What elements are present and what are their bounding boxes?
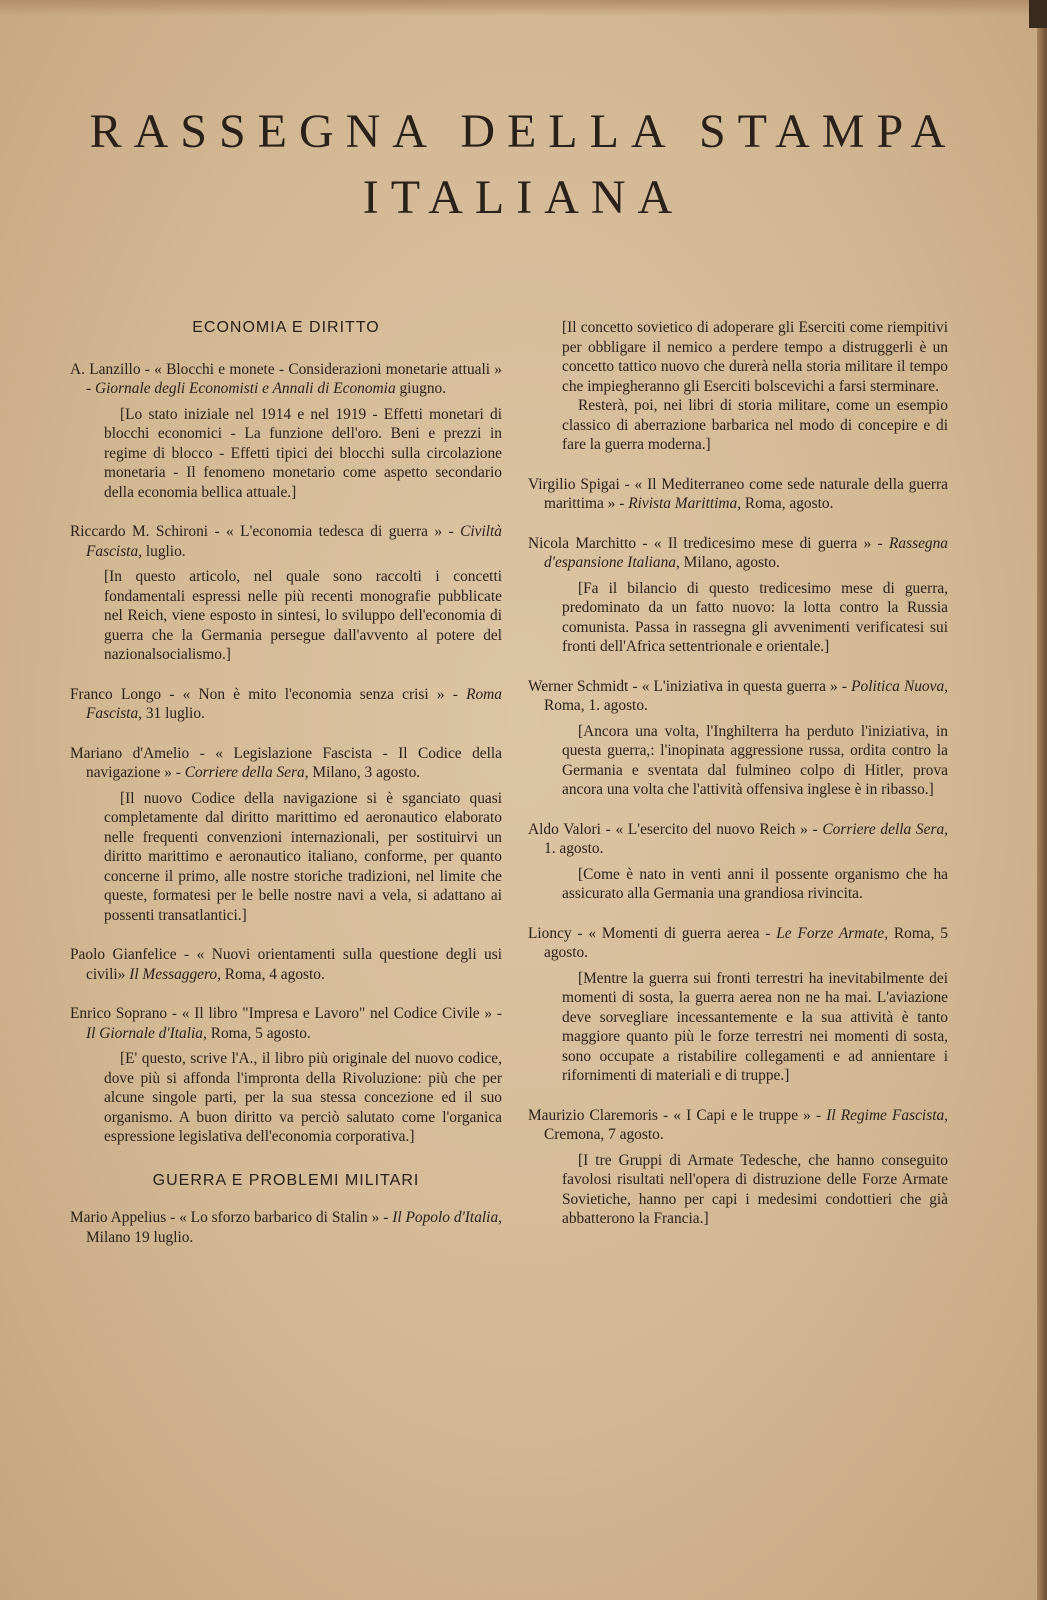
entry-note: [Ancora una volta, l'Inghilterra ha perduto l'iniziativa, in questa guerra,: l'inopinata aggressione russa, ordita contro la Germania e sventata dal fulmineo colpo di Hitler, prova ancora una volta che l'attività offensiva inglese è in ribasso.] [562, 722, 948, 798]
page-corner-shadow [1029, 0, 1047, 28]
press-entry [70, 744, 502, 926]
press-entry [70, 522, 502, 665]
continued-note-paragraph-1: [Il concetto sovietico di adoperare gli Eserciti come riempitivi per obbligare il nemico a perdere tempo a distruggerli è un concetto tattico nuovo che durerà nella storia militare il tempo che impiegheranno gli Eserciti bolscevichi a farsi sterminare. [562, 319, 948, 395]
press-entry [528, 677, 948, 800]
entry-note: [Il nuovo Codice della navigazione si è sganciato quasi completamente dal diritto marittimo ed aeronautico elaborato nelle frequenti convenzioni internazionali, per sostituirvi un diritto marittimo e aeronautico italiano, conforme, per quanto concerne il primo, alle nostre storiche tradizioni, nel limite che queste, formatesi per le belle nostre navi a vela, si adattano ai possenti transatlantici.] [104, 789, 502, 924]
page-title-line-2: ITALIANA [362, 171, 685, 224]
entry-note: [Come è nato in venti anni il possente organismo che ha assicurato alla Germania una grandiosa rivincita. [562, 865, 948, 902]
press-entry [528, 534, 948, 657]
entry-citation: A. Lanzillo - « Blocchi e monete - Considerazioni monetarie attuali » - Giornale degli Economisti e Annali di Economia giugno. [70, 360, 502, 397]
entry-citation: Werner Schmidt - « L'iniziativa in questa guerra » - Politica Nuova, Roma, 1. agosto. [528, 677, 949, 714]
entry-citation: Nicola Marchitto - « Il tredicesimo mese di guerra » - Rassegna d'espansione Italiana, Milano, agosto. [528, 534, 948, 571]
left-column [70, 318, 502, 1267]
entry-citation: Maurizio Claremoris - « I Capi e le truppe » - Il Regime Fascista, Cremona, 7 agosto. [528, 1106, 949, 1143]
page-top-shadow [0, 0, 1047, 16]
press-entry [528, 820, 948, 904]
continued-note-paragraph-2: Resterà, poi, nei libri di storia militare, come un esempio classico di aberrazione barbarica nel modo di concepire e di fare la guerra moderna.] [562, 397, 948, 453]
press-entry [70, 685, 502, 724]
entry-note: [Fa il bilancio di questo tredicesimo mese di guerra, predominato da un fatto nuovo: la lotta contro la Russia comunista. Passa in rassegna gli avvenimenti verificatesi sui fronti dell'Africa settentrionale e orientale.] [562, 579, 948, 655]
entry-citation: Mario Appelius - « Lo sforzo barbarico di Stalin » - Il Popolo d'Italia, Milano 19 luglio. [70, 1209, 502, 1246]
entry-citation: Lioncy - « Momenti di guerra aerea - Le Forze Armate, Roma, 5 agosto. [528, 924, 948, 961]
page-title-line-1: RASSEGNA DELLA STAMPA [89, 105, 958, 158]
press-entry [528, 1106, 948, 1229]
continued-note [528, 318, 948, 455]
press-entry [528, 475, 948, 514]
press-entry [70, 945, 502, 984]
entry-note: [Mentre la guerra sui fronti terrestri ha inevitabilmente dei momenti di sosta, la guerra aerea non ne ha mai. L'aviazione deve sorvegliare incessantemente e la sua attività è tanto maggiore quanto più le forze terrestri nei momenti di sosta, sono occupate a ristabilire collegamenti e ad annientare i rifornimenti di materiali e di truppe.] [562, 969, 948, 1084]
entry-note: [Lo stato iniziale nel 1914 e nel 1919 - Effetti monetari di blocchi economici - La funzione dell'oro. Beni e prezzi in regime di blocco - Effetti tipici dei blocchi sulla circolazione monetaria - Il fenomeno monetario come aspetto secondario della economia bellica attuale.] [104, 405, 502, 501]
entry-note: [I tre Gruppi di Armate Tedesche, che hanno conseguito favolosi risultati nell'opera di distruzione delle Forze Armate Sovietiche, hanno per capi i medesimi condottieri che già abbatterono la Francia.] [562, 1151, 948, 1227]
press-entry [70, 1004, 502, 1147]
entry-note: [E' questo, scrive l'A., il libro più originale del nuovo codice, dove più si affonda l'impronta della Rivoluzione: più che per alcune singole parti, per la sua stessa concezione ed il suo organismo. A buon diritto va perciò salutato come l'organica espressione legislativa dell'economia corporativa.] [104, 1050, 502, 1145]
entry-citation: Enrico Soprano - « Il libro "Impresa e Lavoro" nel Codice Civile » - Il Giornale d'Italia, Roma, 5 agosto. [70, 1005, 502, 1042]
entry-citation: Riccardo M. Schironi - « L'economia tedesca di guerra » - Civiltà Fascista, luglio. [70, 523, 502, 560]
entry-citation: Mariano d'Amelio - « Legislazione Fascista - Il Codice della navigazione » - Corriere della Sera, Milano, 3 agosto. [70, 744, 502, 781]
section-title-guerra: GUERRA E PROBLEMI MILITARI [152, 1171, 420, 1189]
entry-citation: Paolo Gianfelice - « Nuovi orientamenti sulla questione degli usi civili» Il Messaggero, Roma, 4 agosto. [70, 946, 502, 983]
entry-note: [In questo articolo, nel quale sono raccolti i concetti fondamentali espressi nelle più recenti monografie pubblicate nel Reich, viene esposto in sintesi, lo sviluppo dell'economia di guerra che la Germania persegue dall'avvento al potere del nazionalsocialismo.] [104, 568, 502, 663]
page-right-edge [1037, 0, 1047, 1600]
press-entry [70, 360, 502, 503]
section-title-economia: ECONOMIA E DIRITTO [192, 319, 380, 336]
entry-citation: Franco Longo - « Non è mito l'economia senza crisi » - Roma Fascista, 31 luglio. [70, 685, 502, 722]
press-entry [528, 924, 948, 1086]
press-entry [70, 1208, 502, 1247]
entry-citation: Virgilio Spigai - « Il Mediterraneo come sede naturale della guerra marittima » - Rivista Marittima, Roma, agosto. [528, 475, 948, 512]
right-column [528, 318, 948, 1249]
entry-citation: Aldo Valori - « L'esercito del nuovo Reich » - Corriere della Sera, 1. agosto. [528, 820, 948, 857]
